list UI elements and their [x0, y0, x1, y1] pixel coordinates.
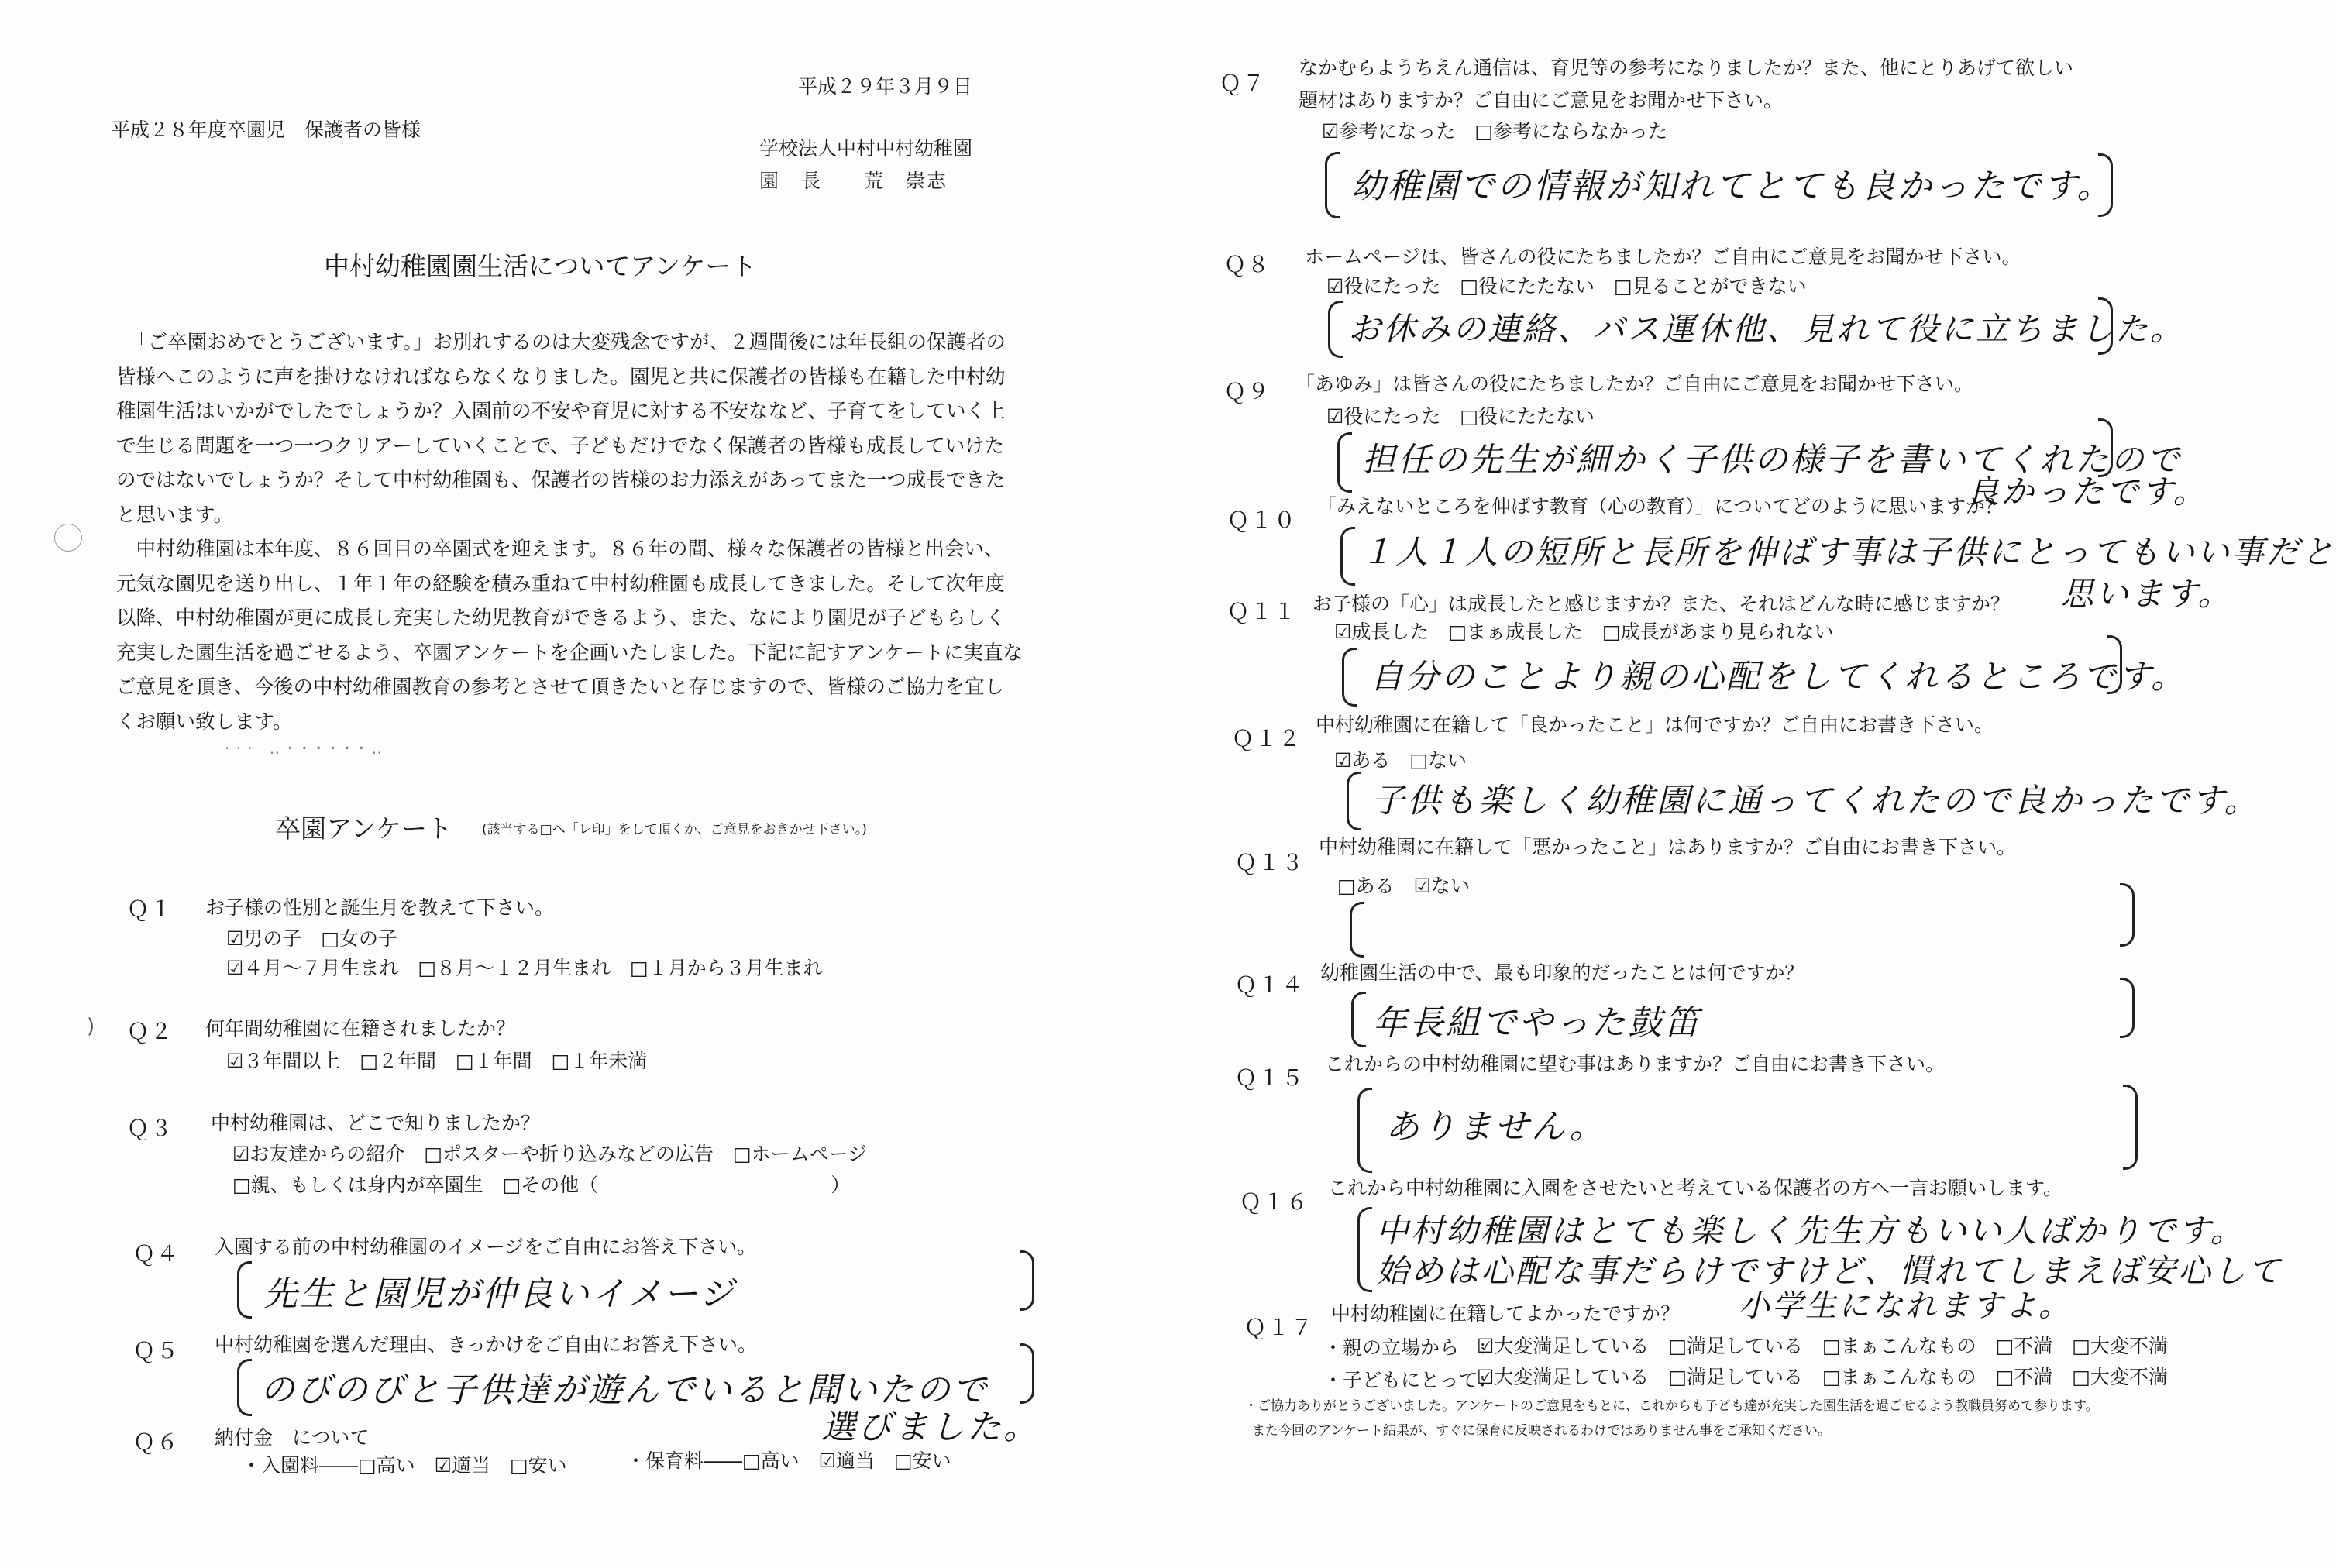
footer-thanks: ・ご協力ありがとうございました。アンケートのご意見をもとに、これからも子ども達が充実した園生活を過ごせるよう教職員努めて参ります。	[1244, 1398, 2099, 1414]
q12-answer[interactable]: 子供も楽しく幼稚園に通ってくれたので良かったです。	[1371, 782, 2260, 820]
q2-question: 何年間幼稚園に在籍されましたか？	[205, 1017, 516, 1040]
q2-years-options[interactable]: ☑３年間以上 □２年間 □１年間 □１年未満	[226, 1050, 648, 1072]
q6-number: Ｑ６	[133, 1429, 181, 1455]
footer-note: また今回のアンケート結果が、すぐに保育に反映されるわけではありません事をご承知ください。	[1252, 1423, 1831, 1439]
q11-number: Ｑ１１	[1227, 599, 1298, 624]
q7-question-line-2: 題材はありますか？ご自由にご意見をお聞かせ下さい。	[1299, 89, 1784, 112]
q16-answer-line-2[interactable]: 始めは心配な事だらけですけど、慣れてしまえば安心して	[1376, 1252, 2283, 1290]
header-org: 学校法人中村中村幼稚園	[759, 137, 973, 160]
q15-bracket-left	[1357, 1088, 1372, 1173]
q7-answer[interactable]: 幼稚園での情報が知れてとても良かったです。	[1351, 167, 2114, 206]
q17-child-options[interactable]: ☑大変満足している □満足している □まぁこんなもの □不満 □大変不満	[1477, 1366, 2168, 1388]
q15-number: Ｑ１５	[1235, 1065, 1306, 1091]
q4-question: 入園する前の中村幼稚園のイメージをご自由にお答え下さい。	[215, 1236, 757, 1258]
q16-answer-line-3[interactable]: 小学生になれますよ。	[1739, 1288, 2072, 1324]
header-date: 平成２９年３月９日	[798, 75, 973, 98]
q13-number: Ｑ１３	[1235, 850, 1306, 875]
q13-question: 中村幼稚園に在籍して「悪かったこと」はありますか？ご自由にお書き下さい。	[1319, 836, 2017, 858]
q12-question: 中村幼稚園に在籍して「良かったこと」は何ですか？ご自由にお書き下さい。	[1316, 714, 1994, 736]
q3-source-options-1[interactable]: ☑お友達からの紹介 □ポスターや折り込みなどの広告 □ホームページ	[232, 1143, 868, 1165]
q12-number: Ｑ１２	[1232, 726, 1302, 751]
q7-number: Ｑ７	[1220, 70, 1267, 96]
q11-question: お子様の「心」は成長したと感じますか？また、それはどんな時に感じますか？	[1312, 593, 2011, 615]
q15-answer[interactable]: ありません。	[1385, 1107, 1606, 1147]
q14-answer[interactable]: 年長組でやった鼓笛	[1373, 1003, 1701, 1043]
q17-question: 中村幼稚園に在籍してよかったですか？	[1331, 1302, 1681, 1325]
q10-answer-line-2[interactable]: 思います。	[2061, 575, 2233, 613]
q5-bracket-right	[1020, 1343, 1034, 1404]
q16-bracket-left	[1357, 1207, 1372, 1292]
q5-answer-line-1[interactable]: のびのびと子供達が遊んでいると聞いたので	[260, 1370, 989, 1410]
survey-title: 卒園アンケート	[275, 813, 453, 844]
q12-options[interactable]: ☑ある □ない	[1334, 749, 1467, 772]
survey-note: (該当する□へ「レ印」をして頂くか、ご意見をおきかせ下さい。)	[482, 822, 867, 837]
q11-options[interactable]: ☑成長した □まぁ成長した □成長があまり見られない	[1334, 621, 1834, 643]
header-principal: 園 長 荒 崇志	[759, 170, 948, 192]
q1-number: Ｑ１	[127, 896, 174, 922]
q10-bracket-left	[1340, 527, 1355, 586]
q3-question: 中村幼稚園は、どこで知りましたか？	[211, 1112, 541, 1134]
q9-bracket-left	[1337, 432, 1352, 493]
q10-number: Ｑ１０	[1227, 507, 1298, 533]
q4-bracket-right	[1020, 1250, 1034, 1311]
q9-options[interactable]: ☑役にたった □役にたたない	[1326, 405, 1595, 428]
q2-number: Ｑ２	[127, 1019, 174, 1044]
q5-number: Ｑ５	[133, 1338, 181, 1363]
q13-bracket-left	[1350, 902, 1364, 958]
q11-bracket-right	[2107, 635, 2122, 694]
q8-answer[interactable]: お休みの連絡、バス運休他、見れて役に立ちました。	[1348, 310, 2186, 348]
q4-bracket-left	[237, 1261, 252, 1319]
q16-question: これから中村幼稚園に入園をさせたいと考えている保護者の方へ一言お願いします。	[1328, 1177, 2063, 1199]
q8-bracket-left	[1328, 301, 1343, 358]
q9-question: 「あゆみ」は皆さんの役にたちましたか？ご自由にご意見をお聞かせ下さい。	[1295, 373, 1974, 395]
q14-number: Ｑ１４	[1235, 972, 1306, 998]
page-title: 中村幼稚園園生活についてアンケート	[324, 251, 757, 281]
q9-bracket-right	[2098, 418, 2113, 477]
q16-answer-line-1[interactable]: 中村幼稚園はとても楽しく先生方もいい人ばかりです。	[1376, 1212, 2245, 1250]
q11-bracket-left	[1342, 648, 1357, 707]
q5-answer-line-2[interactable]: 選びました。	[821, 1408, 1040, 1447]
q17-parent-label: ・親の立場から ：	[1323, 1336, 1498, 1359]
q8-question: ホームページは、皆さんの役にたちましたか？ご自由にご意見をお聞かせ下さい。	[1305, 246, 2021, 268]
q9-answer-line-1[interactable]: 担任の先生が細かく子供の様子を書いてくれたので	[1362, 441, 2182, 480]
header-recipient: 平成２８年度卒園児 保護者の皆様	[111, 119, 421, 141]
q1-birth-month-options[interactable]: ☑４月～７月生まれ □８月～１２月生まれ □１月から３月生まれ	[226, 957, 823, 979]
q13-bracket-right	[2120, 883, 2135, 947]
q1-gender-options[interactable]: ☑男の子 □女の子	[226, 927, 398, 950]
q10-answer-line-1[interactable]: １人１人の短所と長所を伸ばす事は子供にとってもいい事だと	[1361, 533, 2336, 571]
punch-hole-mark	[54, 524, 82, 552]
q8-options[interactable]: ☑役にたった □役にたたない □見ることができない	[1326, 275, 1807, 297]
q1-question: お子様の性別と誕生月を教えて下さい。	[205, 896, 555, 919]
q3-number: Ｑ３	[127, 1116, 174, 1141]
q6-question: 納付金 について	[215, 1426, 370, 1449]
q5-question: 中村幼稚園を選んだ理由、きっかけをご自由にお答え下さい。	[215, 1333, 758, 1356]
q17-child-label: ・子どもにとって：	[1323, 1369, 1498, 1391]
q14-bracket-right	[2120, 978, 2135, 1038]
q8-bracket-right	[2098, 297, 2113, 355]
q16-number: Ｑ１６	[1240, 1189, 1310, 1215]
q9-answer-line-2[interactable]: 良かったです。	[1966, 473, 2208, 511]
scan-smudge: · · · ‥ ･ ･ ･ ･ ･ ･ ‥	[225, 739, 383, 758]
intro-paragraph-1: 「ご卒園おめでとうございます。」お別れするのは大変残念ですが、２週間後には年長組の保護者の皆様へこのように声を掛けなければならなくなりました。園児と共に保護者の皆様も在籍した中村幼稚園生活はいかがでしたでしょうか？入園前の不安や育児に対する不安ななど、子育てをしていく上で生じる問題を一つ一つクリアーしていくことで、子どもだけでなく保護者の皆様も成長していけたのではないでしょうか？そして中村幼稚園も、保護者の皆様のお力添えがあってまた一つ成長できたと思います。	[116, 331, 1006, 527]
q4-number: Ｑ４	[133, 1241, 181, 1267]
q9-number: Ｑ９	[1224, 379, 1271, 404]
q7-options[interactable]: ☑参考になった □参考にならなかった	[1322, 120, 1668, 143]
q17-number: Ｑ１７	[1244, 1315, 1315, 1340]
q12-bracket-left	[1347, 772, 1361, 830]
q8-number: Ｑ８	[1224, 252, 1271, 277]
intro-paragraph-2: 中村幼稚園は本年度、８６回目の卒園式を迎えます。８６年の間、様々な保護者の皆様と出会い、元気な園児を送り出し、１年１年の経験を積み重ねて中村幼稚園も成長してきました。そして次年度以降、中村幼稚園が更に成長し充実した幼児教育ができるよう、また、なにより園児が子どもらしく充実した園生活を過ごせるよう、卒園アンケートを企画いたしました。下記に記すアンケートに実直なご意見を頂き、今後の中村幼稚園教育の参考とさせて頂きたいと存じますので、皆様のご協力を宜しくお願い致します。	[116, 538, 1023, 734]
q10-question: 「みえないところを伸ばす教育（心の教育）」についてどのように思いますか？	[1317, 495, 2005, 518]
q3-source-options-2[interactable]: □親、もしくは身内が卒園生 □その他（ ）	[232, 1174, 851, 1196]
q5-bracket-left	[237, 1359, 252, 1416]
q4-answer[interactable]: 先生と園児が仲良いイメージ	[263, 1274, 736, 1314]
intro-text	[116, 325, 1023, 739]
q6-childcare-fee-options[interactable]: ・保育料――□高い ☑適当 □安い	[626, 1449, 951, 1472]
q13-options[interactable]: □ある ☑ない	[1337, 875, 1471, 897]
q15-question: これからの中村幼稚園に望む事はありますか？ご自由にお書き下さい。	[1325, 1053, 1946, 1075]
scan-mark: )	[87, 1015, 95, 1038]
q15-bracket-right	[2123, 1085, 2138, 1170]
q17-parent-options[interactable]: ☑大変満足している □満足している □まぁこんなもの □不満 □大変不満	[1477, 1335, 2168, 1357]
q7-bracket-right	[2098, 153, 2113, 217]
q6-admission-fee-options[interactable]: ・入園料――□高い ☑適当 □安い	[242, 1454, 567, 1477]
q11-answer[interactable]: 自分のことより親の心配をしてくれるところです。	[1370, 658, 2187, 696]
q7-bracket-left	[1325, 152, 1340, 218]
q14-bracket-left	[1351, 992, 1366, 1047]
q14-question: 幼稚園生活の中で、最も印象的だったことは何ですか？	[1320, 961, 1804, 984]
q7-question-line-1: なかむらようちえん通信は、育児等の参考になりましたか？また、他にとりあげて欲しい	[1299, 57, 2074, 79]
